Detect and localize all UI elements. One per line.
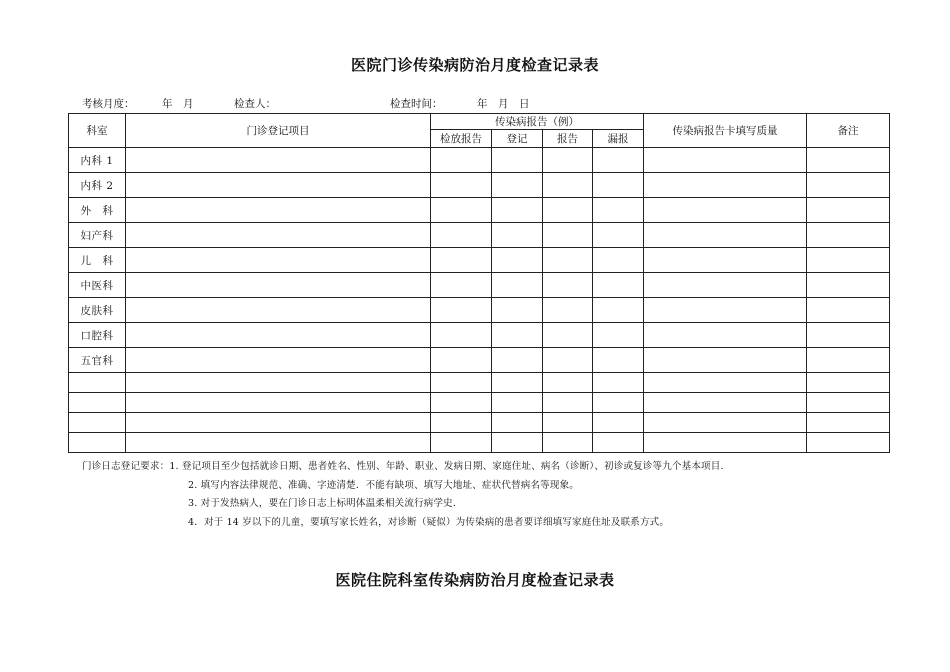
table-row [69, 348, 890, 373]
note-line-1 [82, 458, 724, 477]
table-cell [807, 433, 890, 453]
table-cell [807, 148, 890, 173]
table-cell [644, 373, 807, 393]
table-cell [492, 393, 543, 413]
table-cell [431, 348, 492, 373]
table-cell [492, 198, 543, 223]
table-cell [644, 298, 807, 323]
table-cell [644, 173, 807, 198]
table-cell [807, 298, 890, 323]
table-cell [126, 298, 431, 323]
table-cell [126, 273, 431, 298]
table-cell [492, 248, 543, 273]
table-cell [543, 273, 593, 298]
dept-cell [69, 433, 126, 453]
table-cell [543, 323, 593, 348]
table-cell [126, 223, 431, 248]
table-cell [492, 348, 543, 373]
table-cell [807, 323, 890, 348]
month-field: 年 月 [162, 98, 194, 110]
table-cell [807, 413, 890, 433]
table-cell [431, 373, 492, 393]
inspector-label: 检查人： [234, 98, 276, 110]
table-cell [126, 348, 431, 373]
dept-cell: 中医科 [69, 273, 126, 298]
table-row [69, 198, 890, 223]
table-cell [807, 373, 890, 393]
table-row [69, 323, 890, 348]
table-cell [431, 223, 492, 248]
table-cell [431, 173, 492, 198]
header-card-quality: 传染病报告卡填写质量 [644, 114, 807, 148]
table-cell [126, 393, 431, 413]
table-cell [807, 348, 890, 373]
table-cell [644, 248, 807, 273]
document-title: 医院门诊传染病防治月度检查记录表 [350, 56, 599, 74]
table-cell [644, 323, 807, 348]
note-item: 4．对于 14 岁以下的儿童，要填写家长姓名，对诊断（疑似）为传染病的患者要详细填写家庭住址及联系方式。 [188, 516, 670, 528]
table-cell [431, 248, 492, 273]
inspection-table [68, 113, 890, 453]
table-cell [543, 223, 593, 248]
table-cell [593, 373, 644, 393]
table-row [69, 413, 890, 433]
dept-cell: 皮肤科 [69, 298, 126, 323]
dept-cell: 内科 2 [69, 173, 126, 198]
table-cell [543, 413, 593, 433]
table-row [69, 248, 890, 273]
table-cell [492, 323, 543, 348]
table-row [69, 298, 890, 323]
table-cell [543, 198, 593, 223]
dept-cell: 内科 1 [69, 148, 126, 173]
table-cell [644, 223, 807, 248]
table-cell [492, 298, 543, 323]
table-cell [126, 148, 431, 173]
header-sub-col: 漏报 [593, 130, 644, 148]
table-cell [543, 433, 593, 453]
table-cell [543, 373, 593, 393]
table-cell [126, 323, 431, 348]
header-sub-col: 检放报告 [431, 130, 492, 148]
table-cell [593, 413, 644, 433]
inspection-time-label: 检查时间： [390, 98, 443, 110]
table-cell [644, 413, 807, 433]
second-document-title: 医院住院科室传染病防治月度检查记录表 [335, 571, 615, 589]
dept-cell: 儿 科 [69, 248, 126, 273]
table-cell [593, 298, 644, 323]
table-cell [492, 373, 543, 393]
table-cell [644, 348, 807, 373]
table-row [69, 273, 890, 298]
table-cell [543, 348, 593, 373]
dept-cell: 口腔科 [69, 323, 126, 348]
table-cell [644, 198, 807, 223]
table-cell [492, 273, 543, 298]
dept-cell [69, 413, 126, 433]
header-remarks: 备注 [807, 114, 890, 148]
dept-cell [69, 393, 126, 413]
dept-cell: 五官科 [69, 348, 126, 373]
registration-requirements [82, 458, 724, 532]
table-cell [431, 393, 492, 413]
note-item: 2. 填写内容法律规范、准确、字迹清楚．不能有缺项、填写大地址、症状代替病名等现象。 [188, 479, 579, 491]
note-item: 1. 登记项目至少包括就诊日期、患者姓名、性别、年龄、职业、发病日期、家庭住址、病名（诊断）、初诊或复诊等九个基本项目. [169, 461, 724, 472]
table-cell [593, 198, 644, 223]
table-cell [807, 173, 890, 198]
table-cell [593, 248, 644, 273]
table-cell [492, 413, 543, 433]
table-cell [593, 393, 644, 413]
table-cell [492, 173, 543, 198]
table-cell [807, 273, 890, 298]
table-cell [807, 248, 890, 273]
note-item: 3. 对于发热病人，要在门诊日志上标明体温柔相关流行病学史. [188, 498, 457, 510]
table-cell [593, 148, 644, 173]
table-cell [492, 433, 543, 453]
table-cell [644, 273, 807, 298]
table-cell [492, 148, 543, 173]
notes-heading: 门诊日志登记要求： [82, 461, 170, 472]
dept-cell [69, 373, 126, 393]
table-cell [543, 393, 593, 413]
inspection-date-field: 年 月 日 [477, 98, 530, 110]
table-cell [593, 173, 644, 198]
table-cell [644, 433, 807, 453]
table-cell [807, 198, 890, 223]
table-cell [593, 323, 644, 348]
table-cell [431, 148, 492, 173]
table-row [69, 393, 890, 413]
header-sub-col: 报告 [543, 130, 593, 148]
table-cell [543, 148, 593, 173]
table-cell [644, 148, 807, 173]
table-cell [593, 433, 644, 453]
table-cell [593, 223, 644, 248]
table-cell [644, 393, 807, 413]
table-row [69, 373, 890, 393]
month-label: 考核月度： [82, 98, 135, 110]
table-cell [807, 223, 890, 248]
table-row [69, 148, 890, 173]
dept-cell: 妇产科 [69, 223, 126, 248]
table-cell [593, 273, 644, 298]
table-cell [126, 373, 431, 393]
table-cell [126, 173, 431, 198]
table-cell [431, 298, 492, 323]
dept-cell: 外 科 [69, 198, 126, 223]
table-cell [431, 273, 492, 298]
header-report-group: 传染病报告（例） [431, 114, 644, 130]
table-cell [431, 413, 492, 433]
table-cell [543, 298, 593, 323]
table-cell [543, 248, 593, 273]
table-cell [126, 198, 431, 223]
table-cell [126, 413, 431, 433]
table-row [69, 433, 890, 453]
header-dept: 科室 [69, 114, 126, 148]
table-cell [431, 198, 492, 223]
table-cell [492, 223, 543, 248]
header-register-items: 门诊登记项目 [126, 114, 431, 148]
table-cell [543, 173, 593, 198]
table-cell [431, 433, 492, 453]
table-row [69, 173, 890, 198]
table-cell [126, 248, 431, 273]
table-cell [431, 323, 492, 348]
table-cell [807, 393, 890, 413]
table-cell [126, 433, 431, 453]
table-cell [593, 348, 644, 373]
table-row [69, 223, 890, 248]
header-sub-col: 登记 [492, 130, 543, 148]
